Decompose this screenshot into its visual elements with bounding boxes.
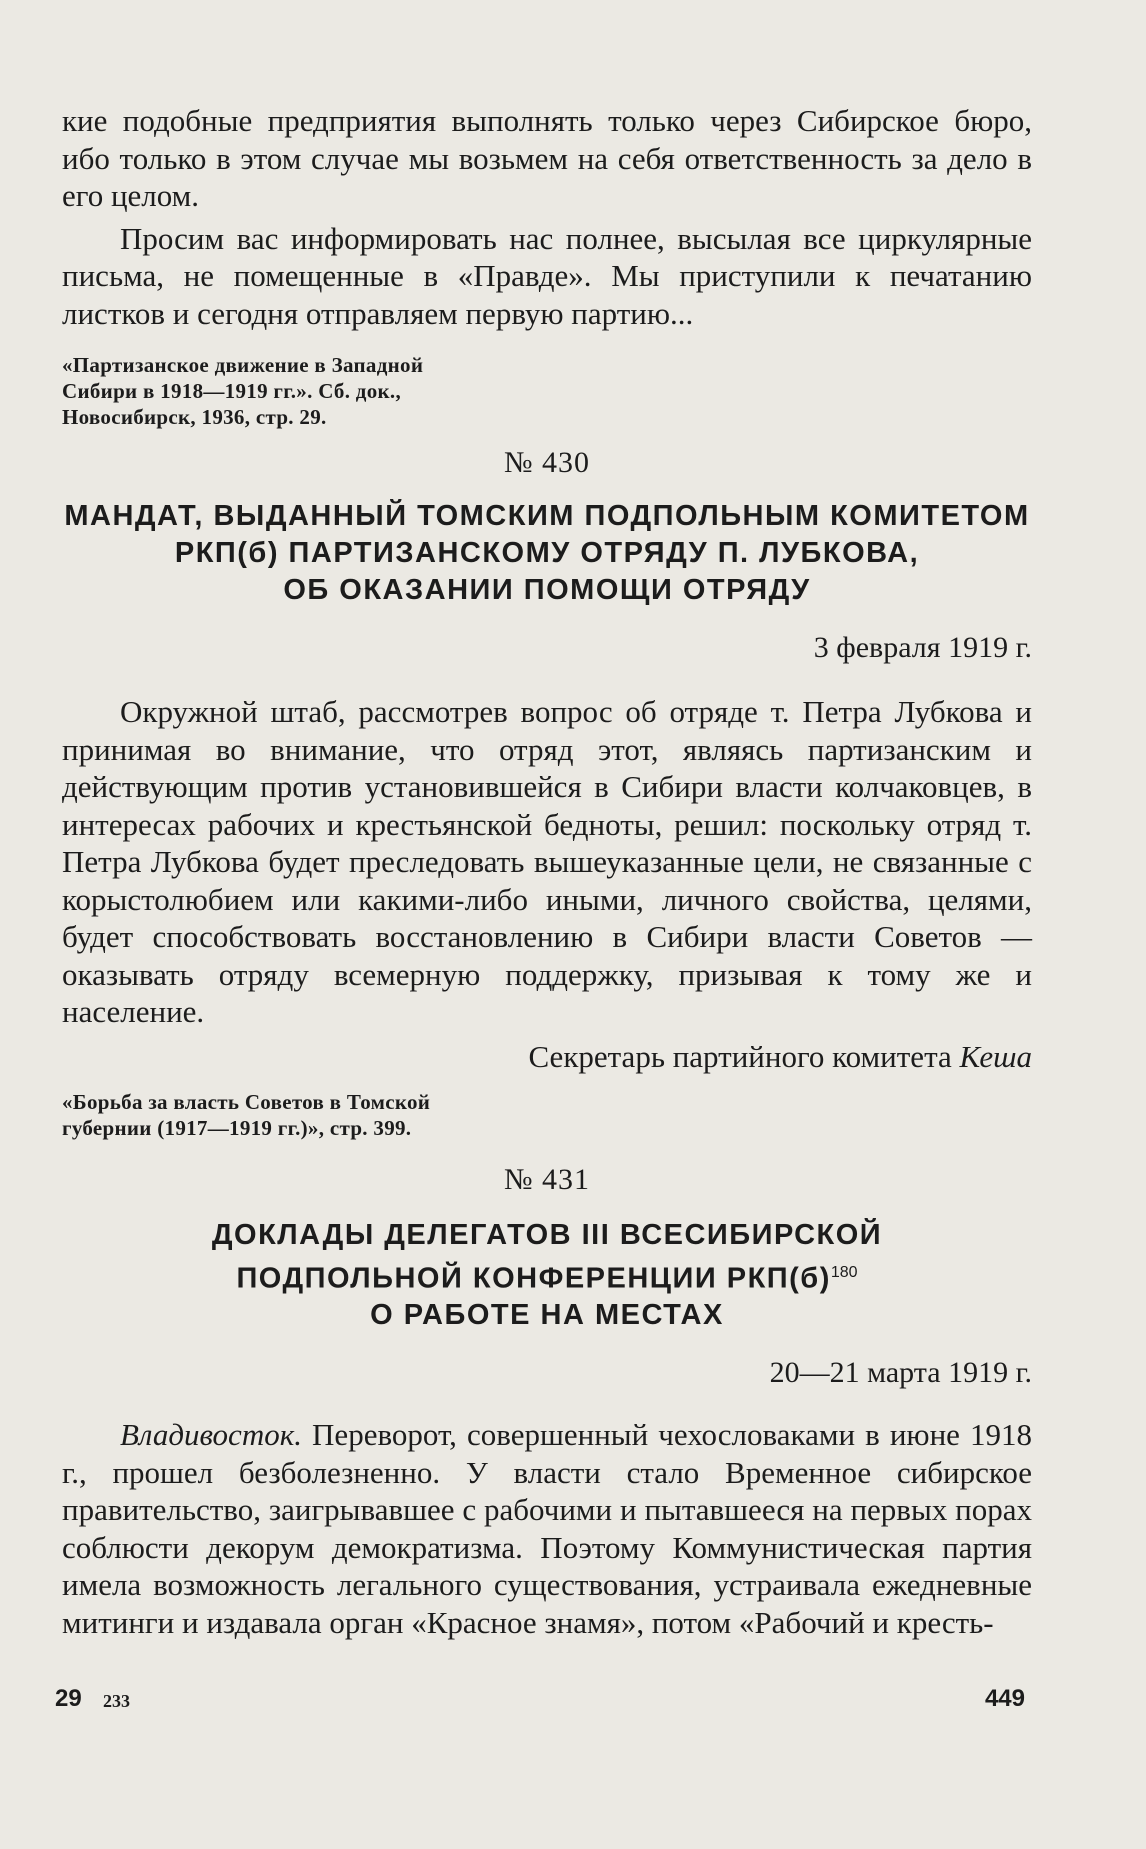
signature-sub: 233 [103, 1691, 130, 1711]
document-date-430: 3 февраля 1919 г. [813, 631, 1032, 664]
document-number-431: № 431 [503, 1162, 591, 1196]
title-line [62, 1254, 1032, 1298]
document-title-430 [62, 498, 1032, 609]
title-line: ОБ ОКАЗАНИИ ПОМОЩИ ОТРЯДУ [283, 574, 811, 606]
title-line: ДОКЛАДЫ ДЕЛЕГАТОВ III ВСЕСИБИРСКОЙ [211, 1218, 883, 1251]
document-number-430: № 430 [503, 446, 591, 479]
citation-source-430: «Борьба за власть Советов в Томской губернии (1917—1919 гг.)», стр. 399. [62, 1089, 431, 1140]
title-line: МАНДАТ, ВЫДАННЫЙ ТОМСКИМ ПОДПОЛЬНЫМ КОМИТЕТОМ [64, 500, 1030, 532]
document-body-431 [62, 1416, 1032, 1641]
title-line: О РАБОТЕ НА МЕСТАХ [370, 1299, 724, 1332]
signature-mark: 29 [55, 1685, 82, 1712]
page-content [62, 102, 1032, 1641]
title-line: РКП(б) ПАРТИЗАНСКОМУ ОТРЯДУ П. ЛУБКОВА, [174, 537, 920, 569]
footnote-ref: 180 [830, 1263, 858, 1281]
citation-source-1: «Партизанское движение в Западной Сибири в 1918—1919 гг.». Сб. док., Новосибирск, 1936, стр. 29. [62, 353, 424, 429]
paragraph-continuation: кие подобные предприятия выполнять только через Сибирское бюро, ибо только в этом случае мы возьмем на себя ответственность за дело в его целом. [62, 103, 1032, 213]
body-lead-place: Владивосток. [120, 1417, 302, 1453]
signature-430 [62, 1039, 1032, 1075]
page-footer [55, 1685, 1025, 1725]
title-line-text: ПОДПОЛЬНОЙ КОНФЕРЕНЦИИ РКП(б) [236, 1262, 831, 1295]
document-title-431 [62, 1217, 1032, 1335]
paragraph-request: Просим вас информировать нас полнее, высылая все циркулярные письма, не помещенные в «Правде». Мы приступили к печатанию листков и сегодня отправляем первую партию... [62, 220, 1032, 331]
signature-role: Секретарь партийного комитета [528, 1038, 952, 1074]
document-body-430: Окружной штаб, рассмотрев вопрос об отряде т. Петра Лубкова и принимая во внимание, что отряд этот, являясь партизанским и действующим против установившейся в Сибири власти колчаковцев, в интересах рабочих и крестьянской бедноты, решил: поскольку отряд т. Петра Лубкова будет преследовать вышеуказанные цели, не связанные с корыстолюбием или какими-либо иными, личного свойства, целями, будет способствовать восстановлению в Сибири власти Советов — оказывать отряду всемерную поддержку, призывая к тому же и население. [62, 694, 1032, 1029]
document-date-431: 20—21 марта 1919 г. [769, 1356, 1032, 1390]
page-number: 449 [984, 1685, 1025, 1712]
body-text: Переворот, совершенный чехословаками в июне 1918 г., прошел безболезненно. У власти стало Временное сибирское правительство, заигрывавшее с рабочими и пытавшееся на первых порах соблюсти декорум демократизма. Поэтому Коммунистическая партия имела возможность легального существования, устраивала ежедневные митинги и издавала орган «Красное знамя», потом «Рабочий и кресть- [62, 1417, 1033, 1640]
signature-name: Кеша [959, 1038, 1032, 1074]
